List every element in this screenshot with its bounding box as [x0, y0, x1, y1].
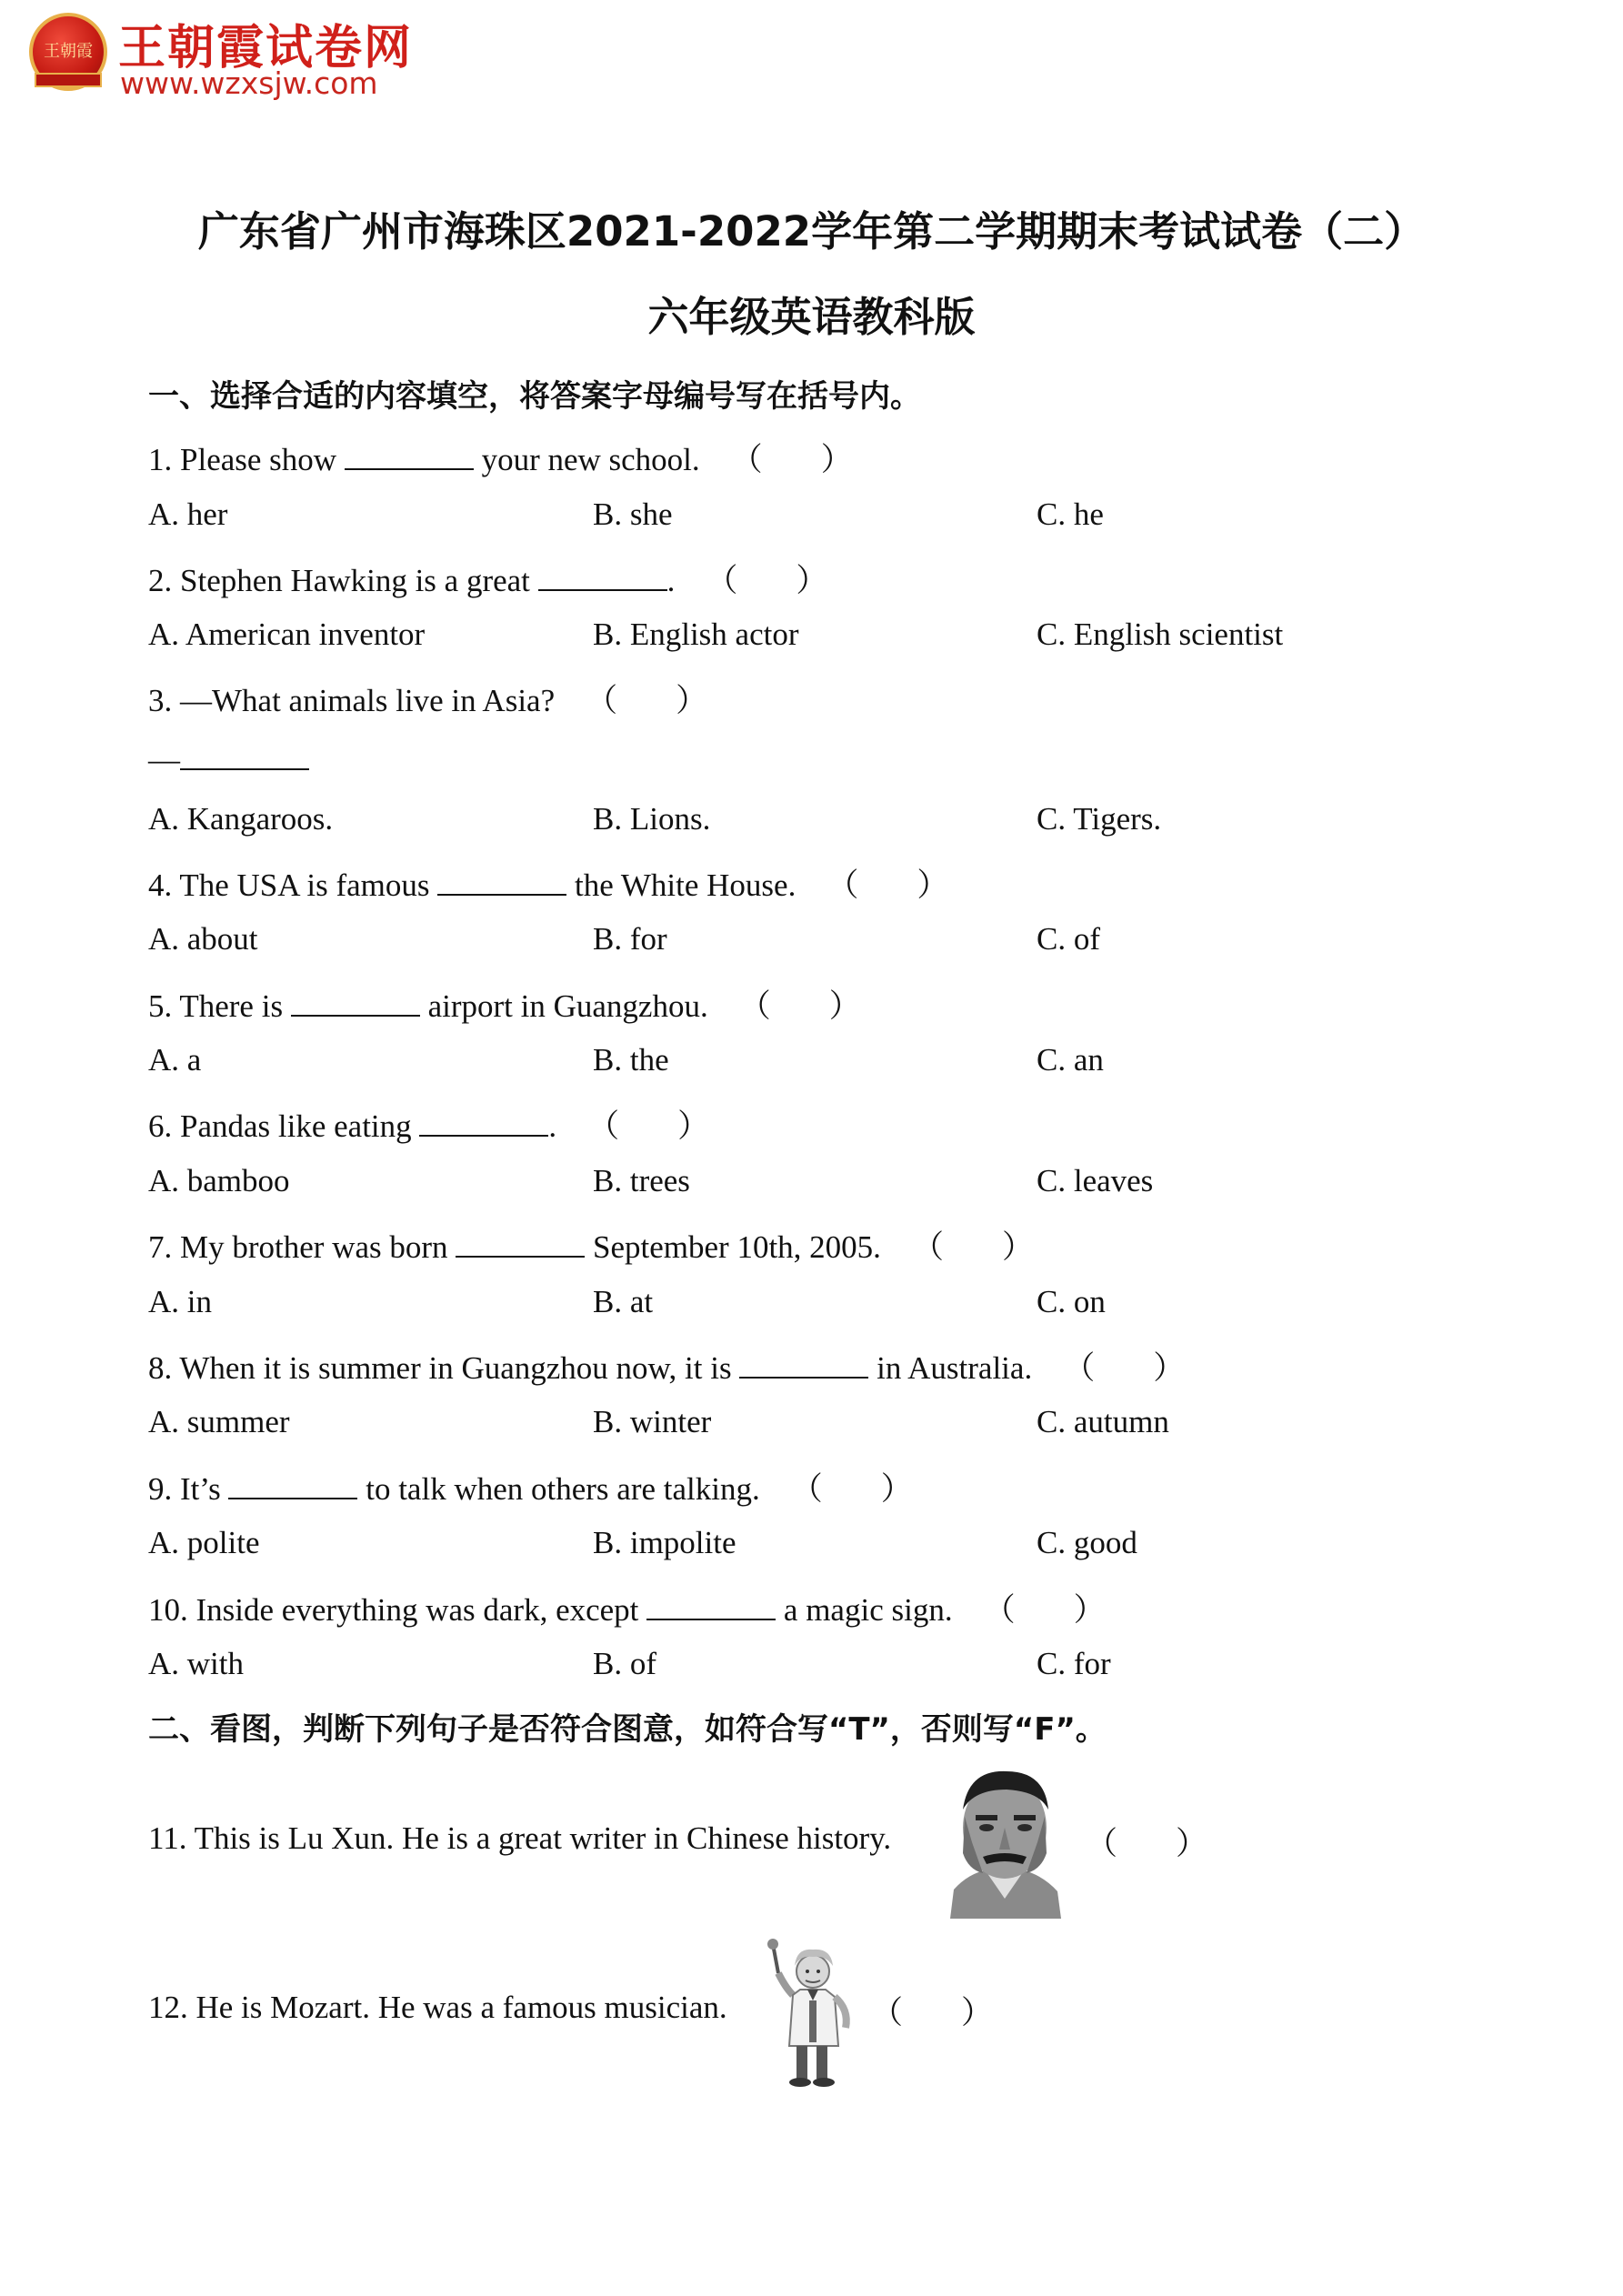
answer-parentheses: （ ） — [827, 867, 949, 903]
option-a: A. with — [148, 1646, 244, 1681]
answer-blank — [180, 741, 309, 770]
option-a: A. in — [148, 1284, 212, 1319]
option-b: B. at — [593, 1284, 654, 1319]
question-3: 3. —What animals live in Asia? （ ） — [148, 676, 707, 721]
exam-title: 广东省广州市海珠区2021-2022学年第二学期期末考试试卷（二） — [197, 207, 1426, 256]
answer-blank — [646, 1591, 776, 1620]
option-b: B. for — [593, 921, 667, 957]
option-c: C. for — [1037, 1646, 1111, 1681]
option-c: C. on — [1037, 1284, 1106, 1319]
question-11: 11. This is Lu Xun. He is a great writer in Chinese history. — [148, 1820, 892, 1856]
brand-name: 王朝霞试卷网 — [118, 21, 414, 75]
question-9: 9. It’s to talk when others are talking. （ ） — [148, 1464, 913, 1509]
option-b: B. winter — [593, 1404, 712, 1439]
option-c: C. an — [1037, 1042, 1104, 1078]
question-5: 5. There is airport in Guangzhou. （ ） — [148, 981, 861, 1027]
option-a: A. polite — [148, 1525, 260, 1560]
answer-blank — [419, 1108, 548, 1137]
option-b: B. she — [593, 496, 673, 532]
option-b: B. impolite — [593, 1525, 736, 1560]
option-c: C. he — [1037, 496, 1104, 532]
question-1: 1. Please show your new school. （ ） — [148, 435, 853, 480]
option-b: B. English actor — [593, 617, 799, 652]
site-logo — [25, 9, 414, 101]
option-b: B. Lions. — [593, 801, 711, 837]
question-6: 6. Pandas like eating . （ ） — [148, 1101, 709, 1147]
answer-parentheses: （ ） — [983, 1592, 1106, 1628]
answer-blank — [291, 988, 420, 1017]
option-c: C. autumn — [1037, 1404, 1169, 1439]
section1-heading: 一、选择合适的内容填空，将答案字母编号写在括号内。 — [148, 378, 921, 415]
answer-parentheses: （ ） — [1086, 1826, 1208, 1861]
answer-blank — [437, 867, 566, 896]
option-b: B. of — [593, 1646, 656, 1681]
option-a: A. summer — [148, 1404, 290, 1439]
answer-blank — [345, 441, 474, 470]
answer-parentheses: （ ） — [738, 988, 861, 1024]
exam-subtitle: 六年级英语教科版 — [647, 293, 976, 341]
option-b: B. trees — [593, 1163, 690, 1198]
answer-blank — [739, 1349, 868, 1379]
seal-icon: 王朝霞 — [29, 13, 107, 91]
question-2: 2. Stephen Hawking is a great . （ ） — [148, 556, 827, 601]
option-a: A. bamboo — [148, 1163, 290, 1198]
question-4: 4. The USA is famous the White House. （ ） — [148, 860, 948, 906]
option-c: C. Tigers. — [1037, 801, 1162, 837]
answer-parentheses: （ ） — [1063, 1350, 1186, 1386]
question-3-answer-line: — — [148, 741, 309, 778]
option-c: C. of — [1037, 921, 1100, 957]
question-8: 8. When it is summer in Guangzhou now, it is in Australia. （ ） — [148, 1343, 1185, 1389]
answer-parentheses: （ ） — [587, 1108, 710, 1144]
answer-parentheses: （ ） — [911, 1229, 1034, 1265]
answer-parentheses: （ ） — [730, 442, 853, 477]
answer-parentheses: （ ） — [706, 563, 828, 598]
answer-parentheses: （ ） — [586, 683, 708, 718]
scientist-cartoon — [762, 1937, 862, 2090]
option-a: A. a — [148, 1042, 202, 1078]
option-a: A. Kangaroos. — [148, 801, 334, 837]
seal-ribbon — [35, 73, 102, 87]
lu-xun-portrait — [932, 1762, 1077, 1919]
option-c: C. English scientist — [1037, 617, 1284, 652]
option-b: B. the — [593, 1042, 669, 1078]
option-a: A. about — [148, 921, 258, 957]
option-c: C. good — [1037, 1525, 1137, 1560]
question-12: 12. He is Mozart. He was a famous musician. — [148, 1990, 727, 2025]
answer-blank — [228, 1470, 357, 1499]
answer-parentheses: （ ） — [871, 1995, 994, 2030]
brand-url: www.wzxsjw.com — [120, 65, 378, 101]
option-c: C. leaves — [1037, 1163, 1154, 1198]
answer-blank — [456, 1228, 585, 1258]
option-a: A. American inventor — [148, 617, 426, 652]
question-7: 7. My brother was born September 10th, 2005. （ ） — [148, 1222, 1034, 1268]
option-a: A. her — [148, 496, 228, 532]
answer-parentheses: （ ） — [790, 1471, 913, 1507]
answer-blank — [538, 562, 667, 591]
section2-heading: 二、看图，判断下列句子是否符合图意，如符合写“T”，否则写“F”。 — [148, 1711, 1107, 1748]
question-10: 10. Inside everything was dark, except a magic sign. （ ） — [148, 1585, 1106, 1630]
